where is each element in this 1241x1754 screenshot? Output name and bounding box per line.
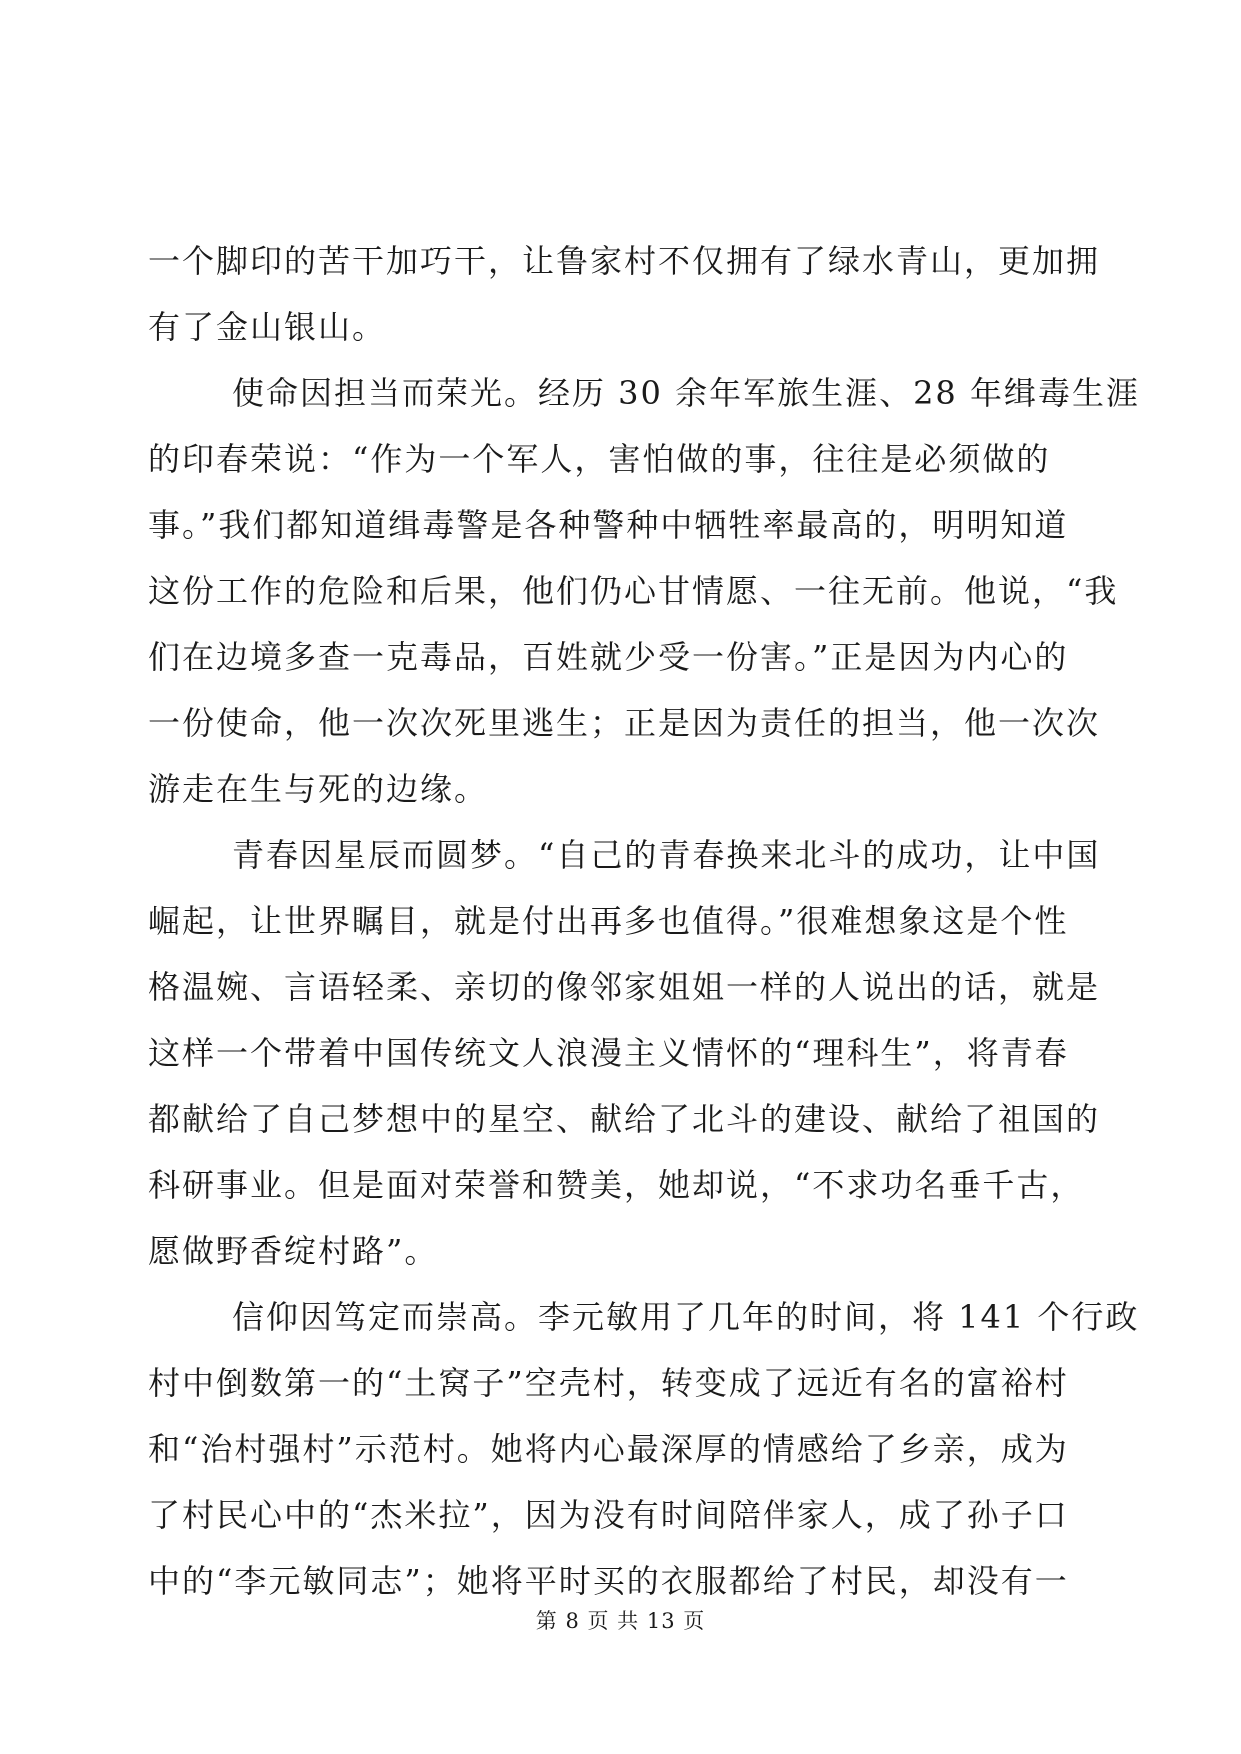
text-line: 了村民心中的“杰米拉”，因为没有时间陪伴家人，成了孙子口: [148, 1496, 1069, 1534]
text-line: 这份工作的危险和后果，他们仍心甘情愿、一往无前。他说，“我: [148, 572, 1119, 610]
text-line: 中的“李元敏同志”；她将平时买的衣服都给了村民，却没有一: [148, 1562, 1069, 1600]
text-line: 信仰因笃定而崇高。李元敏用了几年的时间，将 141 个行政: [232, 1298, 1140, 1336]
text-line: 使命因担当而荣光。经历 30 余年军旅生涯、28 年缉毒生涯: [232, 374, 1140, 412]
paragraph-4: [148, 1284, 1140, 1614]
text-line: 们在边境多查一克毒品，百姓就少受一份害。”正是因为内心的: [148, 638, 1069, 676]
paragraph-3: [148, 822, 1101, 1284]
document-body: [148, 228, 1140, 1614]
text-line: 青春因星辰而圆梦。“自己的青春换来北斗的成功，让中国: [232, 836, 1101, 874]
text-line: 有了金山银山。: [148, 308, 387, 346]
text-line: 这样一个带着中国传统文人浪漫主义情怀的“理科生”，将青春: [148, 1034, 1069, 1072]
text-line: 愿做野香绽村路”。: [148, 1232, 439, 1270]
text-line: 格温婉、言语轻柔、亲切的像邻家姐姐一样的人说出的话，就是: [148, 968, 1101, 1006]
text-line: 事。”我们都知道缉毒警是各种警种中牺牲率最高的，明明知道: [148, 506, 1069, 544]
text-line: 的印春荣说：“作为一个军人，害怕做的事，往往是必须做的: [148, 440, 1051, 478]
text-line: 科研事业。但是面对荣誉和赞美，她却说，“不求功名垂千古，: [148, 1166, 1085, 1204]
text-line: 和“治村强村”示范村。她将内心最深厚的情感给了乡亲，成为: [148, 1430, 1069, 1468]
text-line: 都献给了自己梦想中的星空、献给了北斗的建设、献给了祖国的: [148, 1100, 1101, 1138]
text-line: 游走在生与死的边缘。: [148, 770, 489, 808]
text-line: 一份使命，他一次次死里逃生；正是因为责任的担当，他一次次: [148, 704, 1101, 742]
page-number-footer: 第 8 页 共 13 页: [535, 1609, 706, 1633]
text-line: 崛起，让世界瞩目，就是付出再多也值得。”很难想象这是个性: [148, 902, 1069, 940]
text-line: 一个脚印的苦干加巧干，让鲁家村不仅拥有了绿水青山，更加拥: [148, 242, 1101, 280]
paragraph-2: [148, 360, 1140, 822]
paragraph-1: [148, 228, 1101, 360]
text-line: 村中倒数第一的“土窝子”空壳村，转变成了远近有名的富裕村: [148, 1364, 1069, 1402]
